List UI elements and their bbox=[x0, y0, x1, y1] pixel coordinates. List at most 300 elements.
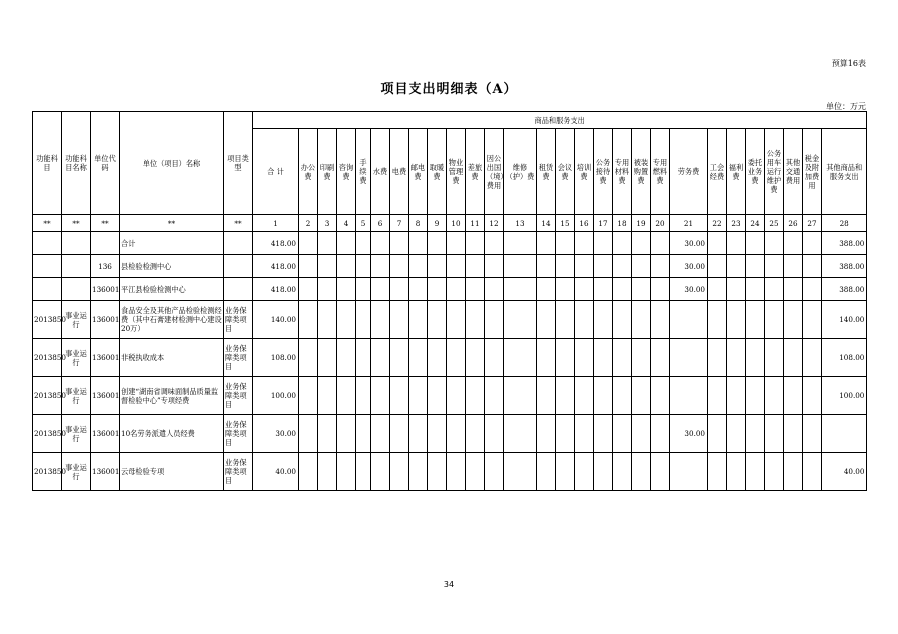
cell-empty bbox=[485, 232, 504, 255]
cell-other-goods-services: 388.00 bbox=[822, 278, 867, 301]
cell-empty bbox=[504, 301, 537, 339]
cell-empty bbox=[409, 453, 428, 491]
index-star: ** bbox=[224, 215, 253, 232]
cell-empty bbox=[594, 415, 613, 453]
cell-empty bbox=[632, 415, 651, 453]
table-row bbox=[33, 301, 867, 339]
index-number: 4 bbox=[337, 215, 356, 232]
table-row bbox=[33, 415, 867, 453]
cell-other-goods-services: 140.00 bbox=[822, 301, 867, 339]
cell-empty bbox=[803, 301, 822, 339]
cell-func-subject-name bbox=[62, 232, 91, 255]
cell-func-subject: 2013850 bbox=[33, 415, 62, 453]
cell-empty bbox=[727, 255, 746, 278]
header-col-13: 维修（护）费 bbox=[504, 129, 537, 215]
cell-unit-name: 合计 bbox=[120, 232, 224, 255]
cell-empty bbox=[318, 339, 337, 377]
cell-empty bbox=[390, 301, 409, 339]
cell-empty bbox=[708, 301, 727, 339]
cell-empty bbox=[447, 339, 466, 377]
cell-empty bbox=[537, 415, 556, 453]
index-star: ** bbox=[91, 215, 120, 232]
cell-empty bbox=[485, 255, 504, 278]
cell-empty bbox=[428, 232, 447, 255]
cell-empty bbox=[409, 301, 428, 339]
cell-empty bbox=[428, 255, 447, 278]
cell-empty bbox=[594, 339, 613, 377]
cell-empty bbox=[371, 415, 390, 453]
header-col-5: 手续费 bbox=[356, 129, 371, 215]
cell-empty bbox=[708, 415, 727, 453]
index-number: 3 bbox=[318, 215, 337, 232]
header-col-1: 合 计 bbox=[253, 129, 299, 215]
index-number: 26 bbox=[784, 215, 803, 232]
cell-empty bbox=[371, 255, 390, 278]
header-col-9: 取暖费 bbox=[428, 129, 447, 215]
cell-other-goods-services bbox=[822, 415, 867, 453]
cell-empty bbox=[613, 278, 632, 301]
cell-empty bbox=[371, 278, 390, 301]
header-col-4: 咨询费 bbox=[337, 129, 356, 215]
cell-empty bbox=[803, 453, 822, 491]
header-col-8: 邮电费 bbox=[409, 129, 428, 215]
cell-empty bbox=[504, 255, 537, 278]
cell-empty bbox=[504, 453, 537, 491]
index-star: ** bbox=[62, 215, 91, 232]
table-row bbox=[33, 339, 867, 377]
cell-empty bbox=[428, 339, 447, 377]
header-project-type: 项目类型 bbox=[224, 112, 253, 215]
cell-empty bbox=[632, 301, 651, 339]
cell-empty bbox=[746, 278, 765, 301]
cell-empty bbox=[708, 278, 727, 301]
header-col-22: 工会经费 bbox=[708, 129, 727, 215]
cell-empty bbox=[651, 301, 670, 339]
cell-empty bbox=[447, 255, 466, 278]
index-number: 27 bbox=[803, 215, 822, 232]
cell-empty bbox=[746, 339, 765, 377]
index-number: 8 bbox=[409, 215, 428, 232]
cell-unit-code: 136001 bbox=[91, 453, 120, 491]
cell-empty bbox=[318, 377, 337, 415]
cell-total: 418.00 bbox=[253, 232, 299, 255]
header-col-19: 被装购置费 bbox=[632, 129, 651, 215]
cell-unit-code: 136 bbox=[91, 255, 120, 278]
cell-empty bbox=[318, 232, 337, 255]
cell-empty bbox=[556, 415, 575, 453]
index-star: ** bbox=[120, 215, 224, 232]
index-number: 28 bbox=[822, 215, 867, 232]
cell-empty bbox=[594, 377, 613, 415]
unit-label: 单位：万元 bbox=[826, 102, 866, 111]
cell-func-subject-name bbox=[62, 255, 91, 278]
cell-empty bbox=[746, 415, 765, 453]
table-row bbox=[33, 453, 867, 491]
cell-empty bbox=[485, 453, 504, 491]
cell-empty bbox=[356, 232, 371, 255]
cell-empty bbox=[765, 255, 784, 278]
cell-unit-code: 136001 bbox=[91, 339, 120, 377]
cell-labor bbox=[670, 301, 708, 339]
header-col-17: 公务接待费 bbox=[594, 129, 613, 215]
cell-project-type bbox=[224, 278, 253, 301]
cell-empty bbox=[632, 339, 651, 377]
cell-empty bbox=[371, 339, 390, 377]
header-func-subject: 功能科目 bbox=[33, 112, 62, 215]
cell-empty bbox=[409, 415, 428, 453]
cell-empty bbox=[708, 377, 727, 415]
cell-empty bbox=[356, 255, 371, 278]
cell-empty bbox=[575, 232, 594, 255]
index-number: 17 bbox=[594, 215, 613, 232]
cell-unit-code: 136001 bbox=[91, 301, 120, 339]
header-col-28: 其他商品和服务支出 bbox=[822, 129, 867, 215]
cell-project-type bbox=[224, 255, 253, 278]
cell-empty bbox=[575, 301, 594, 339]
cell-empty bbox=[356, 377, 371, 415]
cell-empty bbox=[537, 255, 556, 278]
cell-empty bbox=[784, 377, 803, 415]
cell-empty bbox=[556, 232, 575, 255]
cell-empty bbox=[409, 232, 428, 255]
cell-empty bbox=[337, 377, 356, 415]
header-col-23: 福利费 bbox=[727, 129, 746, 215]
cell-total: 100.00 bbox=[253, 377, 299, 415]
cell-empty bbox=[594, 232, 613, 255]
cell-empty bbox=[708, 339, 727, 377]
cell-empty bbox=[537, 278, 556, 301]
cell-empty bbox=[727, 232, 746, 255]
cell-empty bbox=[356, 301, 371, 339]
cell-empty bbox=[632, 255, 651, 278]
cell-empty bbox=[708, 255, 727, 278]
index-number: 25 bbox=[765, 215, 784, 232]
cell-empty bbox=[390, 377, 409, 415]
header-col-3: 印刷费 bbox=[318, 129, 337, 215]
cell-empty bbox=[765, 278, 784, 301]
cell-empty bbox=[746, 301, 765, 339]
cell-empty bbox=[537, 453, 556, 491]
cell-labor bbox=[670, 453, 708, 491]
cell-empty bbox=[784, 301, 803, 339]
cell-empty bbox=[613, 415, 632, 453]
cell-empty bbox=[784, 232, 803, 255]
cell-empty bbox=[765, 339, 784, 377]
project-expenditure-table bbox=[32, 111, 867, 491]
cell-empty bbox=[575, 339, 594, 377]
cell-empty bbox=[371, 301, 390, 339]
cell-empty bbox=[447, 453, 466, 491]
header-func-subject-name: 功能科目名称 bbox=[62, 112, 91, 215]
cell-unit-name: 平江县检验检测中心 bbox=[120, 278, 224, 301]
cell-empty bbox=[708, 453, 727, 491]
cell-empty bbox=[632, 453, 651, 491]
header-col-10: 物业管理费 bbox=[447, 129, 466, 215]
cell-empty bbox=[390, 232, 409, 255]
cell-labor: 30.00 bbox=[670, 278, 708, 301]
cell-empty bbox=[556, 255, 575, 278]
cell-empty bbox=[447, 232, 466, 255]
cell-empty bbox=[447, 415, 466, 453]
cell-empty bbox=[337, 453, 356, 491]
cell-unit-code bbox=[91, 232, 120, 255]
cell-func-subject-name: 事业运行 bbox=[62, 339, 91, 377]
cell-empty bbox=[504, 415, 537, 453]
header-col-26: 其他交通费用 bbox=[784, 129, 803, 215]
index-number: 21 bbox=[670, 215, 708, 232]
cell-empty bbox=[556, 301, 575, 339]
cell-empty bbox=[746, 232, 765, 255]
cell-empty bbox=[613, 255, 632, 278]
cell-empty bbox=[337, 339, 356, 377]
cell-func-subject-name bbox=[62, 278, 91, 301]
cell-empty bbox=[466, 255, 485, 278]
header-col-11: 差旅费 bbox=[466, 129, 485, 215]
cell-empty bbox=[803, 377, 822, 415]
cell-empty bbox=[371, 377, 390, 415]
cell-empty bbox=[765, 377, 784, 415]
cell-project-type: 业务保障类项目 bbox=[224, 377, 253, 415]
cell-empty bbox=[651, 415, 670, 453]
header-unit-code: 单位代码 bbox=[91, 112, 120, 215]
cell-empty bbox=[428, 377, 447, 415]
cell-unit-name: 创建“湖南省调味面制品质量监督检验中心”专项经费 bbox=[120, 377, 224, 415]
index-number: 14 bbox=[537, 215, 556, 232]
cell-empty bbox=[504, 232, 537, 255]
page-title: 项目支出明细表（A） bbox=[380, 82, 518, 97]
cell-empty bbox=[485, 301, 504, 339]
cell-empty bbox=[485, 339, 504, 377]
index-number: 12 bbox=[485, 215, 504, 232]
cell-empty bbox=[356, 415, 371, 453]
cell-empty bbox=[337, 232, 356, 255]
cell-empty bbox=[727, 377, 746, 415]
cell-empty bbox=[784, 453, 803, 491]
cell-empty bbox=[318, 278, 337, 301]
cell-project-type bbox=[224, 232, 253, 255]
cell-empty bbox=[299, 255, 318, 278]
cell-empty bbox=[356, 453, 371, 491]
cell-empty bbox=[727, 339, 746, 377]
cell-empty bbox=[485, 377, 504, 415]
cell-total: 40.00 bbox=[253, 453, 299, 491]
cell-empty bbox=[504, 377, 537, 415]
index-number: 15 bbox=[556, 215, 575, 232]
index-number: 24 bbox=[746, 215, 765, 232]
cell-project-type: 业务保障类项目 bbox=[224, 415, 253, 453]
header-col-12: 因公出国（境）费用 bbox=[485, 129, 504, 215]
table-row bbox=[33, 232, 867, 255]
cell-labor: 30.00 bbox=[670, 255, 708, 278]
table-row bbox=[33, 278, 867, 301]
cell-empty bbox=[613, 301, 632, 339]
index-number: 13 bbox=[504, 215, 537, 232]
index-number: 2 bbox=[299, 215, 318, 232]
header-col-27: 税金及附加费用 bbox=[803, 129, 822, 215]
cell-empty bbox=[537, 301, 556, 339]
index-number: 23 bbox=[727, 215, 746, 232]
cell-empty bbox=[556, 339, 575, 377]
cell-empty bbox=[466, 278, 485, 301]
cell-empty bbox=[409, 278, 428, 301]
cell-empty bbox=[651, 278, 670, 301]
cell-empty bbox=[556, 278, 575, 301]
cell-empty bbox=[594, 255, 613, 278]
cell-func-subject-name: 事业运行 bbox=[62, 301, 91, 339]
cell-other-goods-services: 388.00 bbox=[822, 232, 867, 255]
cell-func-subject: 2013850 bbox=[33, 453, 62, 491]
cell-func-subject bbox=[33, 232, 62, 255]
index-star: ** bbox=[33, 215, 62, 232]
cell-empty bbox=[356, 339, 371, 377]
cell-empty bbox=[447, 377, 466, 415]
cell-empty bbox=[803, 339, 822, 377]
cell-empty bbox=[613, 339, 632, 377]
cell-empty bbox=[299, 232, 318, 255]
cell-empty bbox=[613, 377, 632, 415]
cell-other-goods-services: 100.00 bbox=[822, 377, 867, 415]
cell-empty bbox=[390, 453, 409, 491]
cell-empty bbox=[390, 339, 409, 377]
cell-total: 418.00 bbox=[253, 278, 299, 301]
header-col-18: 专用材料费 bbox=[613, 129, 632, 215]
index-number: 5 bbox=[356, 215, 371, 232]
cell-empty bbox=[337, 278, 356, 301]
cell-empty bbox=[594, 453, 613, 491]
cell-empty bbox=[318, 415, 337, 453]
form-number: 预算16表 bbox=[831, 59, 866, 68]
cell-func-subject-name: 事业运行 bbox=[62, 453, 91, 491]
cell-empty bbox=[485, 278, 504, 301]
header-unit-name: 单位（项目）名称 bbox=[120, 112, 224, 215]
index-number: 11 bbox=[466, 215, 485, 232]
cell-unit-name: 县检验检测中心 bbox=[120, 255, 224, 278]
cell-project-type: 业务保障类项目 bbox=[224, 453, 253, 491]
cell-empty bbox=[765, 301, 784, 339]
cell-empty bbox=[428, 415, 447, 453]
index-number: 22 bbox=[708, 215, 727, 232]
cell-other-goods-services: 388.00 bbox=[822, 255, 867, 278]
cell-empty bbox=[409, 255, 428, 278]
cell-empty bbox=[447, 278, 466, 301]
cell-total: 108.00 bbox=[253, 339, 299, 377]
cell-empty bbox=[299, 301, 318, 339]
cell-empty bbox=[803, 278, 822, 301]
cell-unit-name: 云母检验专项 bbox=[120, 453, 224, 491]
cell-total: 418.00 bbox=[253, 255, 299, 278]
index-number: 6 bbox=[371, 215, 390, 232]
cell-empty bbox=[727, 301, 746, 339]
cell-empty bbox=[466, 453, 485, 491]
cell-empty bbox=[803, 232, 822, 255]
cell-empty bbox=[727, 453, 746, 491]
cell-empty bbox=[613, 453, 632, 491]
cell-empty bbox=[651, 453, 670, 491]
cell-empty bbox=[428, 453, 447, 491]
cell-empty bbox=[803, 415, 822, 453]
cell-empty bbox=[466, 377, 485, 415]
cell-empty bbox=[390, 255, 409, 278]
cell-empty bbox=[299, 278, 318, 301]
cell-func-subject-name: 事业运行 bbox=[62, 377, 91, 415]
header-col-25: 公务用车运行维护费 bbox=[765, 129, 784, 215]
cell-empty bbox=[537, 377, 556, 415]
cell-empty bbox=[537, 339, 556, 377]
index-number: 9 bbox=[428, 215, 447, 232]
cell-empty bbox=[784, 339, 803, 377]
cell-empty bbox=[299, 453, 318, 491]
cell-empty bbox=[651, 339, 670, 377]
cell-empty bbox=[466, 301, 485, 339]
cell-total: 30.00 bbox=[253, 415, 299, 453]
cell-project-type: 业务保障类项目 bbox=[224, 339, 253, 377]
cell-empty bbox=[575, 453, 594, 491]
cell-labor bbox=[670, 339, 708, 377]
cell-empty bbox=[299, 415, 318, 453]
cell-func-subject-name: 事业运行 bbox=[62, 415, 91, 453]
cell-empty bbox=[784, 415, 803, 453]
header-col-15: 会议费 bbox=[556, 129, 575, 215]
cell-empty bbox=[428, 301, 447, 339]
cell-empty bbox=[727, 278, 746, 301]
cell-func-subject: 2013850 bbox=[33, 339, 62, 377]
cell-empty bbox=[651, 377, 670, 415]
cell-empty bbox=[784, 278, 803, 301]
table-row bbox=[33, 255, 867, 278]
cell-empty bbox=[632, 232, 651, 255]
cell-empty bbox=[765, 232, 784, 255]
cell-empty bbox=[390, 415, 409, 453]
cell-empty bbox=[651, 232, 670, 255]
cell-unit-code: 136001 bbox=[91, 377, 120, 415]
cell-labor: 30.00 bbox=[670, 415, 708, 453]
cell-empty bbox=[575, 255, 594, 278]
index-number: 19 bbox=[632, 215, 651, 232]
cell-empty bbox=[356, 278, 371, 301]
cell-empty bbox=[594, 301, 613, 339]
cell-empty bbox=[746, 453, 765, 491]
header-col-16: 培训费 bbox=[575, 129, 594, 215]
cell-unit-name: 食品安全及其他产品检验检测经费（其中石膏建材检测中心建设20万） bbox=[120, 301, 224, 339]
table-row bbox=[33, 377, 867, 415]
cell-empty bbox=[466, 232, 485, 255]
cell-empty bbox=[632, 278, 651, 301]
cell-empty bbox=[803, 255, 822, 278]
cell-empty bbox=[632, 377, 651, 415]
index-number: 7 bbox=[390, 215, 409, 232]
cell-unit-code: 136001 bbox=[91, 278, 120, 301]
cell-empty bbox=[746, 377, 765, 415]
cell-empty bbox=[746, 255, 765, 278]
cell-unit-name: 10名劳务派遣人员经费 bbox=[120, 415, 224, 453]
cell-empty bbox=[504, 339, 537, 377]
cell-empty bbox=[299, 377, 318, 415]
index-number: 20 bbox=[651, 215, 670, 232]
cell-empty bbox=[485, 415, 504, 453]
cell-empty bbox=[784, 255, 803, 278]
cell-empty bbox=[318, 255, 337, 278]
cell-empty bbox=[447, 301, 466, 339]
cell-empty bbox=[390, 278, 409, 301]
header-goods-services: 商品和服务支出 bbox=[253, 112, 867, 129]
cell-empty bbox=[575, 377, 594, 415]
index-number: 1 bbox=[253, 215, 299, 232]
page-number: 34 bbox=[443, 580, 455, 589]
cell-total: 140.00 bbox=[253, 301, 299, 339]
cell-empty bbox=[727, 415, 746, 453]
cell-labor: 30.00 bbox=[670, 232, 708, 255]
cell-empty bbox=[765, 453, 784, 491]
